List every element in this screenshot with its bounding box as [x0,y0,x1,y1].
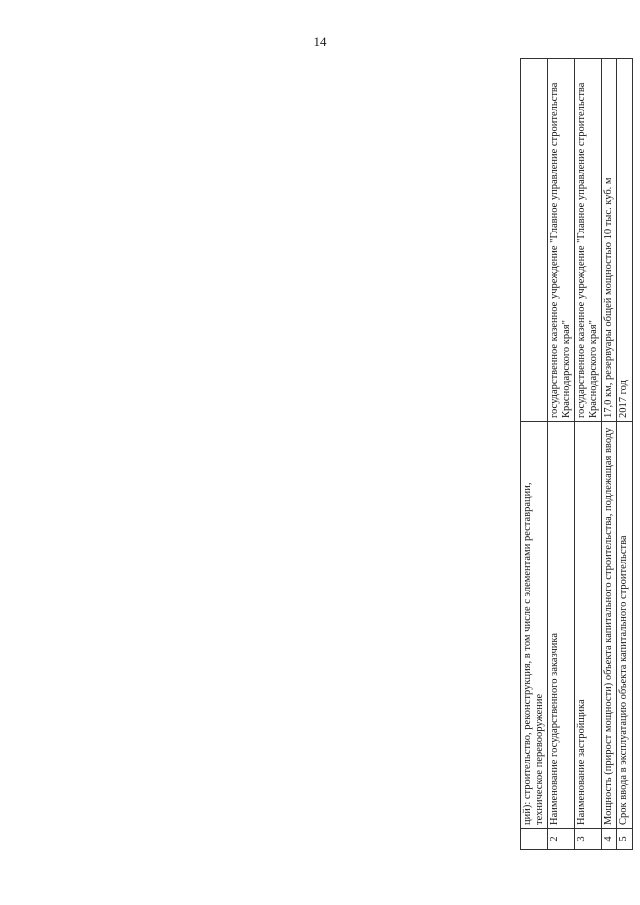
info-row-key: Наименование застройщика [575,422,602,829]
info-row-value: государственное казенное учреждение "Главное управление строительства Краснодарского края" [575,59,602,422]
info-row-key: Срок ввода в эксплуатацию объекта капитального строительства [617,422,632,829]
info-row-key: Мощность (прирост мощности) объекта капитального строительства, подлежащая вводу [602,422,617,829]
info-row-number: 3 [575,829,602,850]
info-row [521,59,548,850]
info-row-number: 4 [602,829,617,850]
info-row [617,59,632,850]
info-row-value: 17,0 км, резервуары общей мощностью 10 тыс. куб. м [602,59,617,422]
info-row-value: 2017 год [617,59,632,422]
info-row-number: 5 [617,829,632,850]
info-row-number [521,829,548,850]
info-row-value: государственное казенное учреждение "Главное управление строительства Краснодарского края" [548,59,575,422]
page-number: 14 [313,34,327,49]
rotated-table-sheet [520,50,640,850]
info-row-key: ций): строительство, реконструкция, в том числе с элементами реставрации, техническое перевооружение [521,422,548,829]
info-row [548,59,575,850]
info-row-value [521,59,548,422]
info-row-key: Наименование государственного заказчика [548,422,575,829]
project-info-table [520,58,633,850]
info-row [575,59,602,850]
info-row [602,59,617,850]
info-row-number: 2 [548,829,575,850]
